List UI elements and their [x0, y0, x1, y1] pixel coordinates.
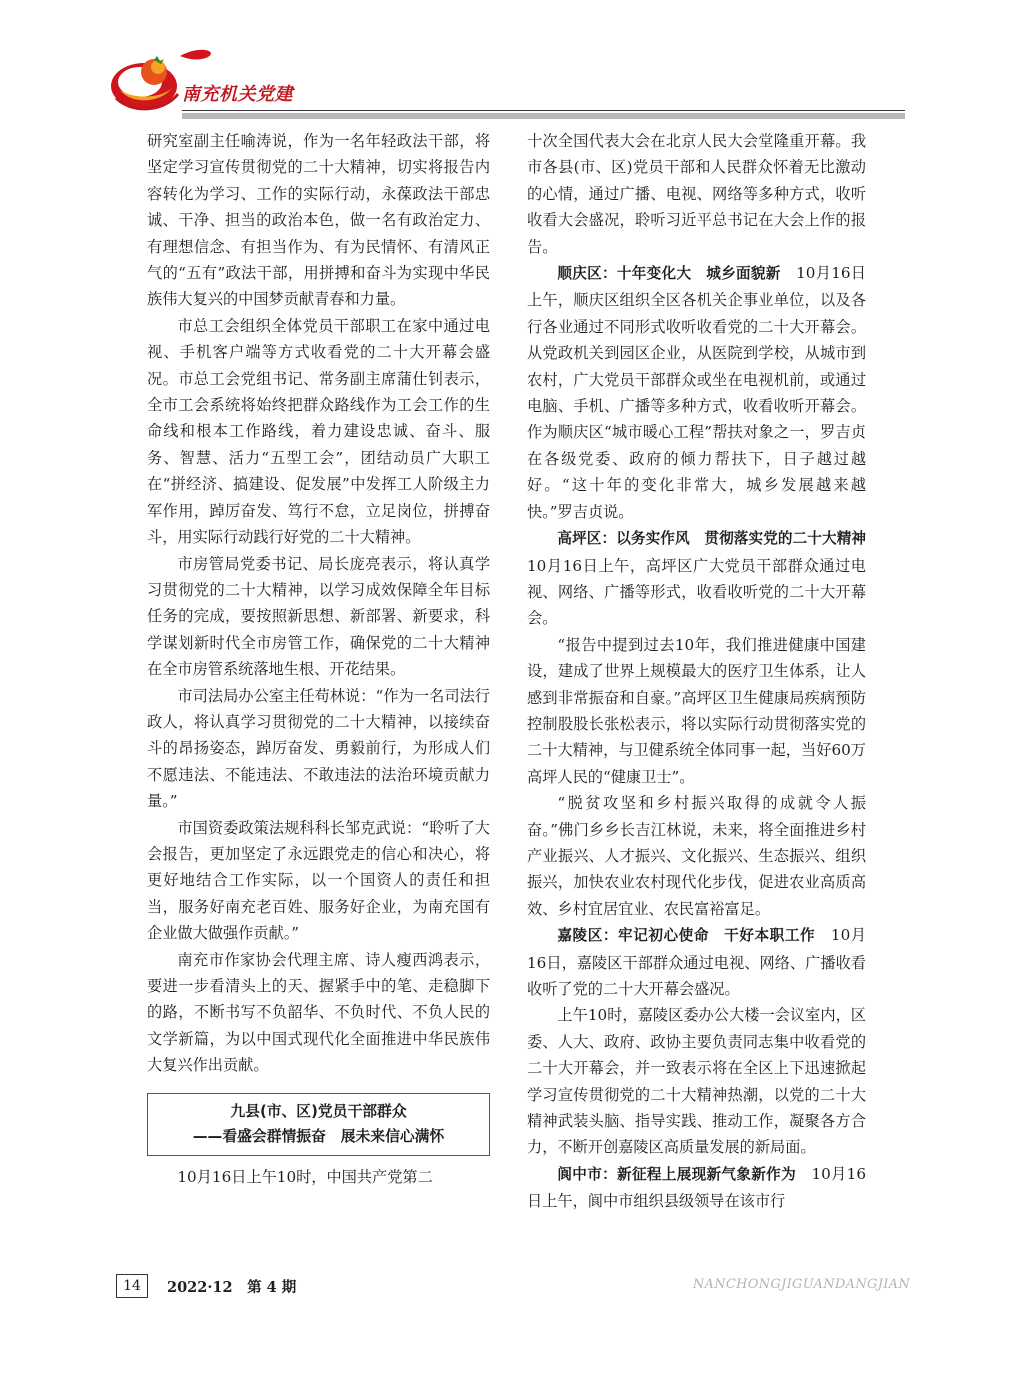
paragraph: 十次全国代表大会在北京人民大会堂隆重开幕。我市各县(市、区)党员干部和人民群众怀着无比激动的心情，通过广播、电视、网络等多种方式，收听收看大会盛况，聆听习近平总书记在大会上作的报告。: [527, 132, 866, 256]
section-heading: 高坪区：以务实作风 贯彻落实党的二十大精神: [557, 530, 866, 548]
callout-subtitle: ——看盛会群情振奋 展未来信心满怀: [192, 1127, 445, 1145]
paragraph: 市司法局办公室主任苟林说：“作为一名司法行政人，将认真学习贯彻党的二十大精神，以接续奋斗的昂扬姿态，踔厉奋发、勇毅前行，为形成人们不愿违法、不能违法、不敢违法的法治环境贡献力量。”: [147, 686, 490, 811]
section-heading: 阆中市：新征程上展现新气象新作为: [557, 1165, 796, 1183]
paragraph: 南充市作家协会代理主席、诗人瘦西鸿表示，要进一步看清头上的天、握紧手中的笔、走稳脚下的路，不断书写不负韶华、不负时代、不负人民的文学新篇，为以中国式现代化全面推进中华民族伟大复兴作出贡献。: [147, 950, 490, 1075]
page-header: [0, 0, 1015, 135]
section-paragraph: 阆中市：新征程上展现新气象新作为 10月16日上午，阆中市组织县级领导在该市行: [527, 1164, 866, 1211]
paragraph: “报告中提到过去10年，我们推进健康中国建设，建成了世界上规模最大的医疗卫生体系，让人感到非常振奋和自豪。”高坪区卫生健康局疾病预防控制股股长张松表示，将以实际行动贯彻落实党的二十大精神，与卫健系统全体同事一起，当好60万高坪人民的“健康卫士”。: [527, 635, 866, 786]
header-bar: [182, 113, 905, 119]
callout-title: 九县(市、区)党员干部群众: [230, 1102, 407, 1120]
page-footer: [0, 1262, 1015, 1322]
paragraph: 市总工会组织全体党员干部职工在家中通过电视、手机客户端等方式收看党的二十大开幕会盛况。市总工会党组书记、常务副主席蒲仕钊表示，全市工会系统将始终把群众路线作为工会工作的生命线和根本工作路线，着力建设忠诚、奋斗、服务、智慧、活力“五型工会”，团结动员广大职工在“拼经济、搞建设、促发展”中发挥工人阶级主力军作用，踔厉奋发、笃行不怠，立足岗位，拼搏奋斗，用实际行动践行好党的二十大精神。: [147, 316, 490, 547]
header-rule: [182, 110, 905, 111]
journal-title: 南充机关党建: [182, 84, 293, 105]
page-number: 14: [116, 1274, 148, 1298]
issue-info: 2022·12 第 4 期: [167, 1279, 297, 1296]
paragraph: 10月16日上午10时，中国共产党第二: [177, 1167, 433, 1186]
paragraph: “脱贫攻坚和乡村振兴取得的成就令人振奋。”佛门乡乡长吉江林说，未来，将全面推进乡村产业振兴、人才振兴、文化振兴、生态振兴、组织振兴，加快农业农村现代化步伐，促进农业高质高效、乡村宜居宜业、农民富裕富足。: [527, 794, 866, 918]
section-heading: 顺庆区：十年变化大 城乡面貌新: [557, 265, 781, 283]
paragraph: 市房管局党委书记、局长庞亮表示，将认真学习贯彻党的二十大精神，以学习成效保障全年目标任务的完成，要按照新思想、新部署、新要求，科学谋划新时代全市房管工作，确保党的二十大精神在全市房管系统落地生根、开花结果。: [147, 554, 490, 679]
paragraph: 研究室副主任喻涛说，作为一名年轻政法干部，将坚定学习宣传贯彻党的二十大精神，切实将报告内容转化为学习、工作的实际行动，永葆政法干部忠诚、干净、担当的政治本色，做一名有政治定力、有理想信念、有担当作为、有为民情怀、有清风正气的“五有”政法干部，用拼搏和奋斗为实现中华民族伟大复兴的中国梦贡献青春和力量。: [147, 132, 490, 309]
left-column: [147, 128, 490, 1190]
paragraph: 上午10时，嘉陵区委办公大楼一会议室内，区委、人大、政府、政协主要负责同志集中收看党的二十大开幕会，并一致表示将在全区上下迅速掀起学习宣传贯彻党的二十大精神热潮，以党的二十大精神武装头脑、指导实践、推动工作，凝聚各方合力，不断开创嘉陵区高质量发展的新局面。: [527, 1006, 866, 1157]
section-paragraph: 嘉陵区：牢记初心使命 干好本职工作 10月16日，嘉陵区干部群众通过电视、网络、广播收看收听了党的二十大开幕会盛况。: [527, 926, 867, 998]
section-heading: 嘉陵区：牢记初心使命 干好本职工作: [557, 927, 816, 945]
section-paragraph: 高坪区：以务实作风 贯彻落实党的二十大精神 10月16日上午，高坪区广大党员干部群众通过电视、网络、广播等形式，收看收听党的二十大开幕会。: [527, 530, 866, 628]
right-column: [527, 128, 866, 1215]
paragraph: 市国资委政策法规科科长邹克武说：“聆听了大会报告，更加坚定了永远跟党走的信心和决心，将更好地结合工作实际，以一个国资人的责任和担当，服务好南充老百姓、服务好企业，为南充国有企业做大做强作贡献。”: [147, 818, 490, 943]
journal-brand-english: NANCHONGJIGUANDANGJIAN: [692, 1277, 910, 1292]
section-callout-box: [147, 1093, 490, 1156]
section-paragraph: 顺庆区：十年变化大 城乡面貌新 10月16日上午，顺庆区组织全区各机关企事业单位，以及各行各业通过不同形式收听收看党的二十大开幕会。从党政机关到园区企业，从医院到学校，从城市到农村，广大党员干部群众或坐在电视机前，或通过电脑、手机、广播等多种方式，收看收听开幕会。作为顺庆区“城市暖心工程”帮扶对象之一，罗吉贞在各级党委、政府的倾力帮扶下，日子越过越好。“这十年的变化非常大，城乡发展越来越快。”罗吉贞说。: [527, 264, 866, 521]
